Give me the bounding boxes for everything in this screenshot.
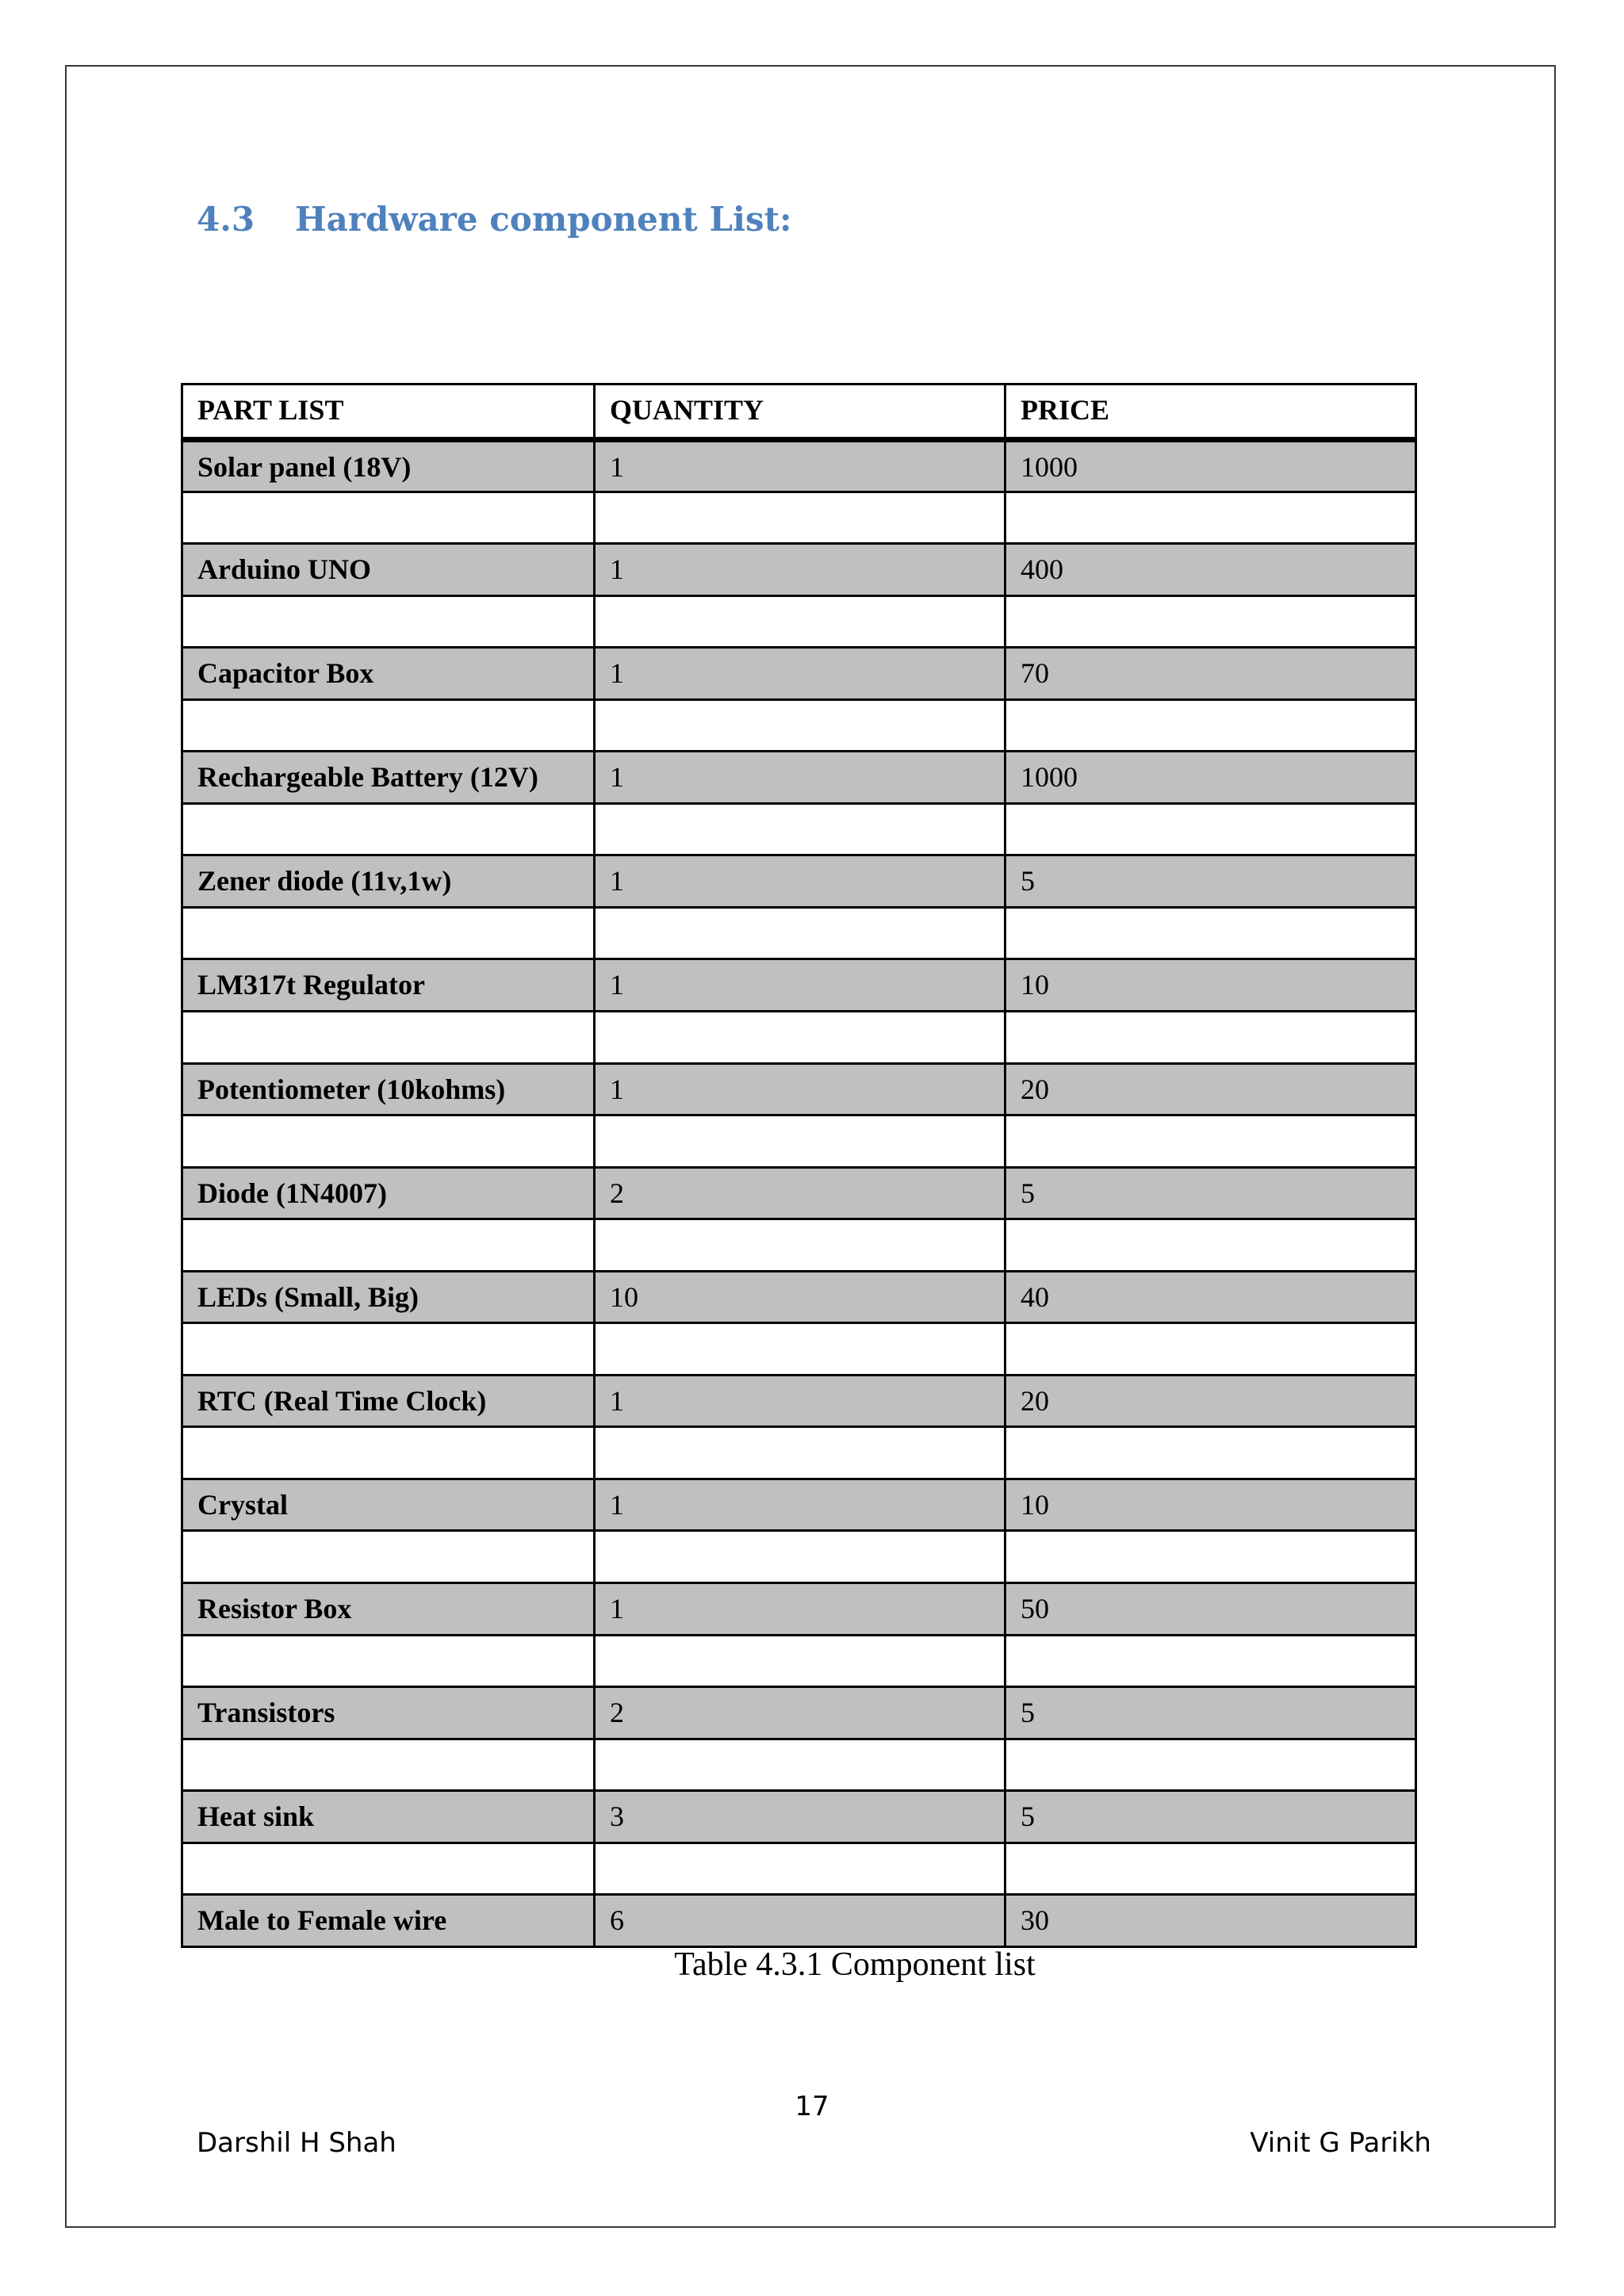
table-row [182,1479,1416,1531]
table-spacer-row [182,1427,1416,1479]
empty-cell [1005,1843,1416,1895]
table-spacer-row [182,699,1416,752]
table-row [182,1791,1416,1843]
empty-cell [182,1635,595,1687]
empty-cell [182,492,595,544]
table-row [182,1375,1416,1427]
cell-quantity: 10 [595,1271,1005,1323]
footer-right-author: Vinit G Parikh [1250,2127,1431,2159]
cell-part: Potentiometer (10kohms) [182,1063,595,1115]
table-row [182,1687,1416,1739]
empty-cell [595,803,1005,855]
component-table [181,383,1417,1948]
empty-cell [182,1427,595,1479]
cell-part: Male to Female wire [182,1895,595,1947]
table-body [182,440,1416,1947]
empty-cell [182,1115,595,1168]
cell-part: RTC (Real Time Clock) [182,1375,595,1427]
cell-part: LM317t Regulator [182,959,595,1012]
table-spacer-row [182,907,1416,959]
table-row [182,752,1416,804]
empty-cell [1005,803,1416,855]
table-spacer-row [182,803,1416,855]
header-price: PRICE [1005,385,1416,440]
cell-part: Diode (1N4007) [182,1167,595,1219]
empty-cell [595,1739,1005,1791]
table-spacer-row [182,1012,1416,1064]
empty-cell [182,1219,595,1272]
empty-cell [182,803,595,855]
table-caption: Table 4.3.1 Component list [674,1946,1036,1983]
cell-part: LEDs (Small, Big) [182,1271,595,1323]
section-heading [197,189,792,249]
empty-cell [1005,1427,1416,1479]
empty-cell [595,907,1005,959]
empty-cell [182,1323,595,1376]
section-title: Hardware component List: [295,199,792,239]
empty-cell [595,1843,1005,1895]
cell-quantity: 2 [595,1167,1005,1219]
cell-part: Arduino UNO [182,544,595,596]
cell-part: Crystal [182,1479,595,1531]
table-spacer-row [182,1531,1416,1583]
empty-cell [595,1115,1005,1168]
empty-cell [595,492,1005,544]
cell-quantity: 1 [595,1583,1005,1636]
cell-price: 5 [1005,1167,1416,1219]
table-row [182,648,1416,700]
table-spacer-row [182,492,1416,544]
cell-quantity: 1 [595,1479,1005,1531]
cell-price: 10 [1005,1479,1416,1531]
table-spacer-row [182,1843,1416,1895]
empty-cell [1005,1323,1416,1376]
table-row [182,1895,1416,1947]
table-header-row [182,385,1416,440]
table-spacer-row [182,1323,1416,1376]
table-row [182,440,1416,492]
empty-cell [182,1012,595,1064]
cell-price: 20 [1005,1375,1416,1427]
empty-cell [1005,1739,1416,1791]
header-part-list: PART LIST [182,385,595,440]
cell-price: 5 [1005,855,1416,908]
cell-price: 5 [1005,1791,1416,1843]
cell-price: 20 [1005,1063,1416,1115]
page-number: 17 [795,2091,829,2122]
empty-cell [182,699,595,752]
table-spacer-row [182,595,1416,648]
empty-cell [595,1531,1005,1583]
table-row [182,959,1416,1012]
cell-part: Resistor Box [182,1583,595,1636]
cell-price: 1000 [1005,752,1416,804]
footer-left-author: Darshil H Shah [197,2127,396,2159]
cell-quantity: 1 [595,440,1005,492]
table-row [182,1271,1416,1323]
cell-part: Heat sink [182,1791,595,1843]
empty-cell [1005,1219,1416,1272]
empty-cell [1005,595,1416,648]
table-row [182,1583,1416,1636]
empty-cell [1005,1115,1416,1168]
table-row [182,544,1416,596]
cell-quantity: 1 [595,855,1005,908]
empty-cell [1005,492,1416,544]
empty-cell [595,1427,1005,1479]
table-spacer-row [182,1219,1416,1272]
cell-price: 400 [1005,544,1416,596]
empty-cell [595,699,1005,752]
section-number: 4.3 [197,199,255,239]
cell-part: Transistors [182,1687,595,1739]
empty-cell [595,1323,1005,1376]
empty-cell [1005,1012,1416,1064]
cell-price: 5 [1005,1687,1416,1739]
empty-cell [1005,1531,1416,1583]
cell-quantity: 1 [595,752,1005,804]
empty-cell [595,1219,1005,1272]
empty-cell [1005,907,1416,959]
header-quantity: QUANTITY [595,385,1005,440]
cell-price: 70 [1005,648,1416,700]
empty-cell [182,1843,595,1895]
empty-cell [182,595,595,648]
empty-cell [182,907,595,959]
cell-quantity: 1 [595,1063,1005,1115]
cell-part: Zener diode (11v,1w) [182,855,595,908]
table-spacer-row [182,1739,1416,1791]
cell-price: 50 [1005,1583,1416,1636]
cell-part: Solar panel (18V) [182,440,595,492]
cell-quantity: 1 [595,959,1005,1012]
empty-cell [1005,1635,1416,1687]
cell-quantity: 1 [595,1375,1005,1427]
cell-part: Rechargeable Battery (12V) [182,752,595,804]
table-spacer-row [182,1115,1416,1168]
cell-price: 1000 [1005,440,1416,492]
cell-price: 40 [1005,1271,1416,1323]
empty-cell [182,1739,595,1791]
empty-cell [595,595,1005,648]
cell-quantity: 2 [595,1687,1005,1739]
empty-cell [1005,699,1416,752]
cell-price: 30 [1005,1895,1416,1947]
table-spacer-row [182,1635,1416,1687]
empty-cell [595,1012,1005,1064]
table-row [182,1167,1416,1219]
cell-quantity: 1 [595,544,1005,596]
table-row [182,855,1416,908]
cell-quantity: 6 [595,1895,1005,1947]
empty-cell [595,1635,1005,1687]
cell-part: Capacitor Box [182,648,595,700]
table-row [182,1063,1416,1115]
cell-quantity: 1 [595,648,1005,700]
cell-price: 10 [1005,959,1416,1012]
empty-cell [182,1531,595,1583]
cell-quantity: 3 [595,1791,1005,1843]
